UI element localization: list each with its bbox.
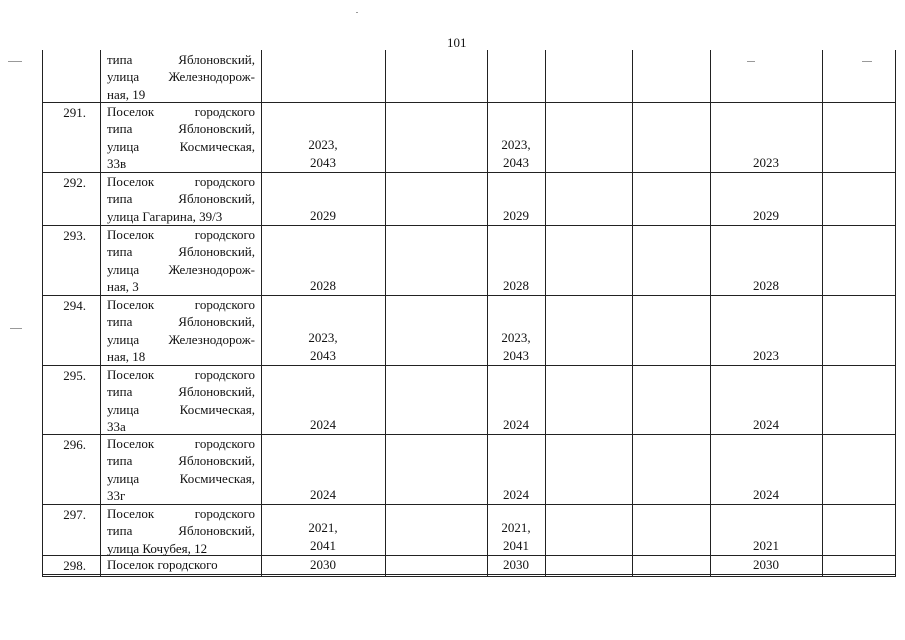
year-value: 2041 [503, 537, 529, 553]
address-line: типа Яблоновский, [107, 523, 255, 539]
year-value: 2023, [308, 330, 338, 346]
year-cell-col3 [261, 416, 385, 433]
row-number: 292. [63, 175, 86, 190]
row-number: 295. [63, 368, 86, 383]
address-line: типа Яблоновский, [107, 191, 255, 207]
address-line: улица Железнодорож- [107, 331, 255, 347]
year-value: 2021, [501, 520, 531, 536]
address-cell [107, 296, 255, 365]
year-cell-col5 [487, 416, 545, 433]
row-divider [42, 576, 895, 577]
address-cell [107, 51, 255, 103]
address-cell [107, 556, 255, 573]
address-cell [107, 505, 255, 557]
year-cell-col3 [261, 277, 385, 294]
year-cell-col5 [487, 486, 545, 503]
row-number: 298. [63, 558, 86, 573]
year-cell-col3 [261, 207, 385, 224]
row-divider [42, 574, 895, 575]
address-line: ная, 3 [107, 278, 139, 294]
year-cell-col8 [710, 537, 822, 554]
year-value: 2028 [310, 277, 336, 293]
row-number: 291. [63, 105, 86, 120]
year-value: 2021 [753, 537, 779, 553]
year-value: 2043 [310, 154, 336, 170]
column-divider [632, 50, 633, 577]
year-value: 2029 [310, 207, 336, 223]
year-value: 2024 [503, 486, 529, 502]
year-cell-col8 [710, 416, 822, 433]
scan-artifact [862, 61, 872, 62]
year-cell-col5 [487, 519, 545, 554]
address-line: Поселок городского [107, 174, 255, 189]
address-line: 33а [107, 418, 126, 434]
scan-artifact [10, 328, 22, 329]
year-value: 2024 [753, 416, 779, 432]
address-line: Поселок городского [107, 297, 255, 312]
row-number: 293. [63, 228, 86, 243]
year-cell-col8 [710, 277, 822, 294]
year-value: 2028 [753, 277, 779, 293]
address-line: 33в [107, 155, 127, 171]
year-cell-col8 [710, 347, 822, 364]
address-line: типа Яблоновский, [107, 244, 255, 260]
address-line: улица Железнодорож- [107, 261, 255, 277]
address-line: ная, 18 [107, 348, 146, 364]
column-divider [100, 50, 101, 577]
address-line: типа Яблоновский, [107, 314, 255, 330]
year-value: 2024 [753, 486, 779, 502]
column-divider [385, 50, 386, 577]
year-value: 2029 [753, 207, 779, 223]
year-value: 2043 [503, 154, 529, 170]
row-number: 294. [63, 298, 86, 313]
scan-artifact [356, 12, 358, 13]
address-line: улица Космическая, [107, 138, 255, 154]
year-value: 2028 [503, 277, 529, 293]
year-cell-col5 [487, 207, 545, 224]
year-cell-col8 [710, 154, 822, 171]
address-cell [107, 173, 255, 225]
year-value: 2043 [310, 347, 336, 363]
year-value: 2024 [310, 486, 336, 502]
address-line: улица Космическая, [107, 401, 255, 417]
year-cell-col8 [710, 207, 822, 224]
address-line: Поселок городского [107, 506, 255, 521]
year-value: 2023, [501, 330, 531, 346]
column-divider [822, 50, 823, 577]
year-cell-col5 [487, 136, 545, 171]
address-line: Поселок городского [107, 367, 255, 382]
year-cell-col3 [261, 329, 385, 364]
year-value: 2021, [308, 520, 338, 536]
year-value: 2043 [503, 347, 529, 363]
year-cell-col3 [261, 136, 385, 171]
address-line: улица Космическая, [107, 470, 255, 486]
address-line: Поселок городского [107, 557, 218, 572]
scan-artifact [8, 61, 22, 62]
address-line: улица Кочубея, 12 [107, 540, 208, 556]
year-value: 2023 [753, 347, 779, 363]
year-cell-col8 [710, 556, 822, 573]
address-line: Поселок городского [107, 104, 255, 119]
row-number: 297. [63, 507, 86, 522]
year-value: 2030 [753, 556, 779, 572]
year-value: 2041 [310, 537, 336, 553]
address-line: ная, 19 [107, 86, 146, 102]
address-cell [107, 366, 255, 435]
year-cell-col3 [261, 519, 385, 554]
address-line: типа Яблоновский, [107, 453, 255, 469]
scan-artifact [747, 61, 755, 62]
address-line: типа Яблоновский, [107, 384, 255, 400]
address-cell [107, 226, 255, 295]
year-cell-col3 [261, 486, 385, 503]
address-cell [107, 103, 255, 172]
year-cell-col5 [487, 277, 545, 294]
year-value: 2030 [310, 556, 336, 572]
year-value: 2029 [503, 207, 529, 223]
column-divider [895, 50, 896, 577]
year-value: 2024 [503, 416, 529, 432]
address-line: Поселок городского [107, 227, 255, 242]
address-line: типа Яблоновский, [107, 121, 255, 137]
year-cell-col5 [487, 329, 545, 364]
year-value: 2030 [503, 556, 529, 572]
address-line: 33г [107, 487, 126, 503]
address-line: типа Яблоновский, [107, 52, 255, 67]
year-cell-col3 [261, 556, 385, 573]
address-line: улица Железнодорож- [107, 69, 255, 85]
year-cell-col5 [487, 556, 545, 573]
year-value: 2024 [310, 416, 336, 432]
year-value: 2023 [753, 154, 779, 170]
column-divider [545, 50, 546, 577]
year-cell-col8 [710, 486, 822, 503]
page-number: 101 [447, 35, 467, 50]
address-line: Поселок городского [107, 436, 255, 451]
year-value: 2023, [501, 137, 531, 153]
address-line: улица Гагарина, 39/3 [107, 208, 223, 224]
address-cell [107, 435, 255, 504]
year-value: 2023, [308, 137, 338, 153]
row-number: 296. [63, 437, 86, 452]
